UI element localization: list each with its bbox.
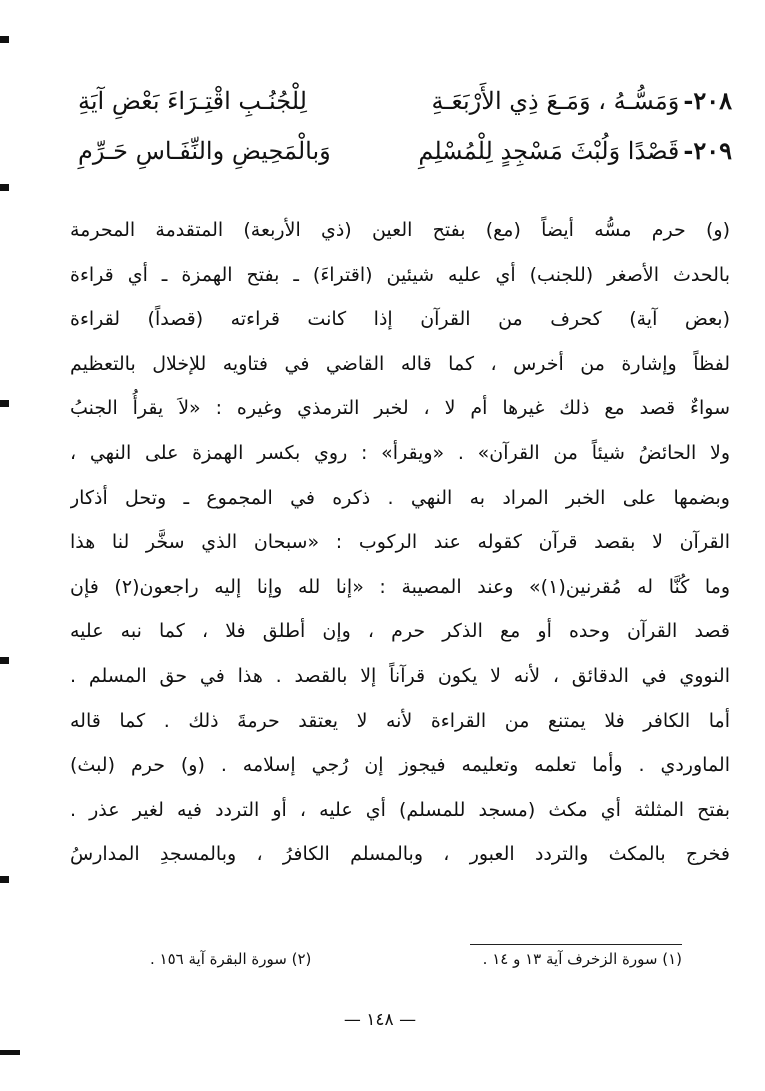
text-line: القرآن لا بقصد قرآن كقوله عند الركوب : «سبحان الذي سخَّر لنا هذا [70, 531, 730, 554]
text-line: النووي في الدقائق ، لأنه لا يكون قرآناً إلا بالقصد . هذا في حق المسلم . [70, 664, 730, 687]
verse-block [72, 86, 732, 186]
footnotes [150, 950, 682, 968]
scan-edge-mark [0, 184, 9, 191]
scan-edge-mark [0, 1050, 20, 1055]
text-line: بالحدث الأصغر (للجنب) أي عليه شيئين (اقتراءَ) ـ بفتح الهمزة ـ أي قراءة [70, 263, 730, 286]
verse-hemistich: قَصْدًا وَلُبْثَ مَسْجِدٍ لِلْمُسْلِمِ [418, 137, 680, 165]
text-line: بفتح المثلثة أي مكث (مسجد للمسلم) أي عليه ، أو التردد فيه لغير عذر . [70, 798, 730, 821]
footnote: (١) سورة الزخرف آية ١٣ و ١٤ . [482, 950, 682, 968]
verse-hemistich: وَمَسُّـهُ ، وَمَـعَ ذِي الأَرْبَعَـةِ [431, 87, 680, 115]
text-line: وبضمها على الخبر المراد به النهي . ذكره في المجموع ـ وتحل أذكار [70, 486, 730, 509]
scan-edge-mark [0, 657, 9, 664]
scan-edge-mark [0, 876, 9, 883]
text-line: الماوردي . وأما تعلمه وتعليمه فيجوز إن رُجي إسلامه . (و) حرم (لبث) [70, 754, 730, 777]
verse-number: ٢٠٨- [683, 86, 732, 115]
text-line: سواءٌ قصد مع ذلك غيرها أم لا ، لخبر الترمذي وغيره : «لاَ يقرأُ الجنبُ [70, 397, 730, 420]
text-line: أما الكافر فلا يمتنع من القراءة لأنه لا يعتقد حرمةَ ذلك . كما قاله [70, 709, 730, 732]
verse-first-half [418, 136, 732, 165]
text-line: لفظاً وإشارة من أخرس ، كما قاله القاضي في فتاويه للإخلال بالتعظيم [70, 352, 730, 375]
text-line: قصد القرآن وحده أو مع الذكر حرم ، وإن أطلق فلا ، كما نبه عليه [70, 620, 730, 643]
commentary-text [70, 208, 730, 877]
verse-line [72, 86, 732, 136]
verse-first-half [432, 86, 732, 115]
text-line: وما كُنَّا له مُقرنين(١)» وعند المصيبة : «إنا لله وإنا إليه راجعون(٢) فإن [70, 575, 730, 598]
text-line: ولا الحائضُ شيئاً من القرآن» . «ويقرأ» : روي بكسر الهمزة على النهي ، [70, 441, 730, 464]
verse-number: ٢٠٩- [683, 136, 732, 165]
verse-hemistich: وَبالْمَحِيضِ والنِّفَـاسِ حَـرِّمِ [78, 137, 331, 165]
verse-hemistich: لِلْجُنُـبِ اقْتِـرَاءَ بَعْضِ آيَةِ [78, 87, 307, 115]
scan-edge-mark [0, 36, 9, 43]
scan-edge-mark [0, 400, 9, 407]
footnote: (٢) سورة البقرة آية ١٥٦ . [150, 950, 312, 968]
text-line: (و) حرم مسُّه أيضاً (مع) بفتح العين (ذي الأربعة) المتقدمة المحرمة [70, 219, 730, 241]
verse-line [72, 136, 732, 186]
text-line: فخرج بالمكث والتردد العبور ، وبالمسلم الكافرُ ، وبالمسجدِ المدارسُ [70, 843, 730, 866]
text-line: (بعض آية) كحرف من القرآن إذا كانت قراءته (قصداً) لقراءة [70, 308, 730, 331]
footnote-divider [470, 944, 682, 945]
page-number: — ١٤٨ — [343, 1010, 417, 1030]
